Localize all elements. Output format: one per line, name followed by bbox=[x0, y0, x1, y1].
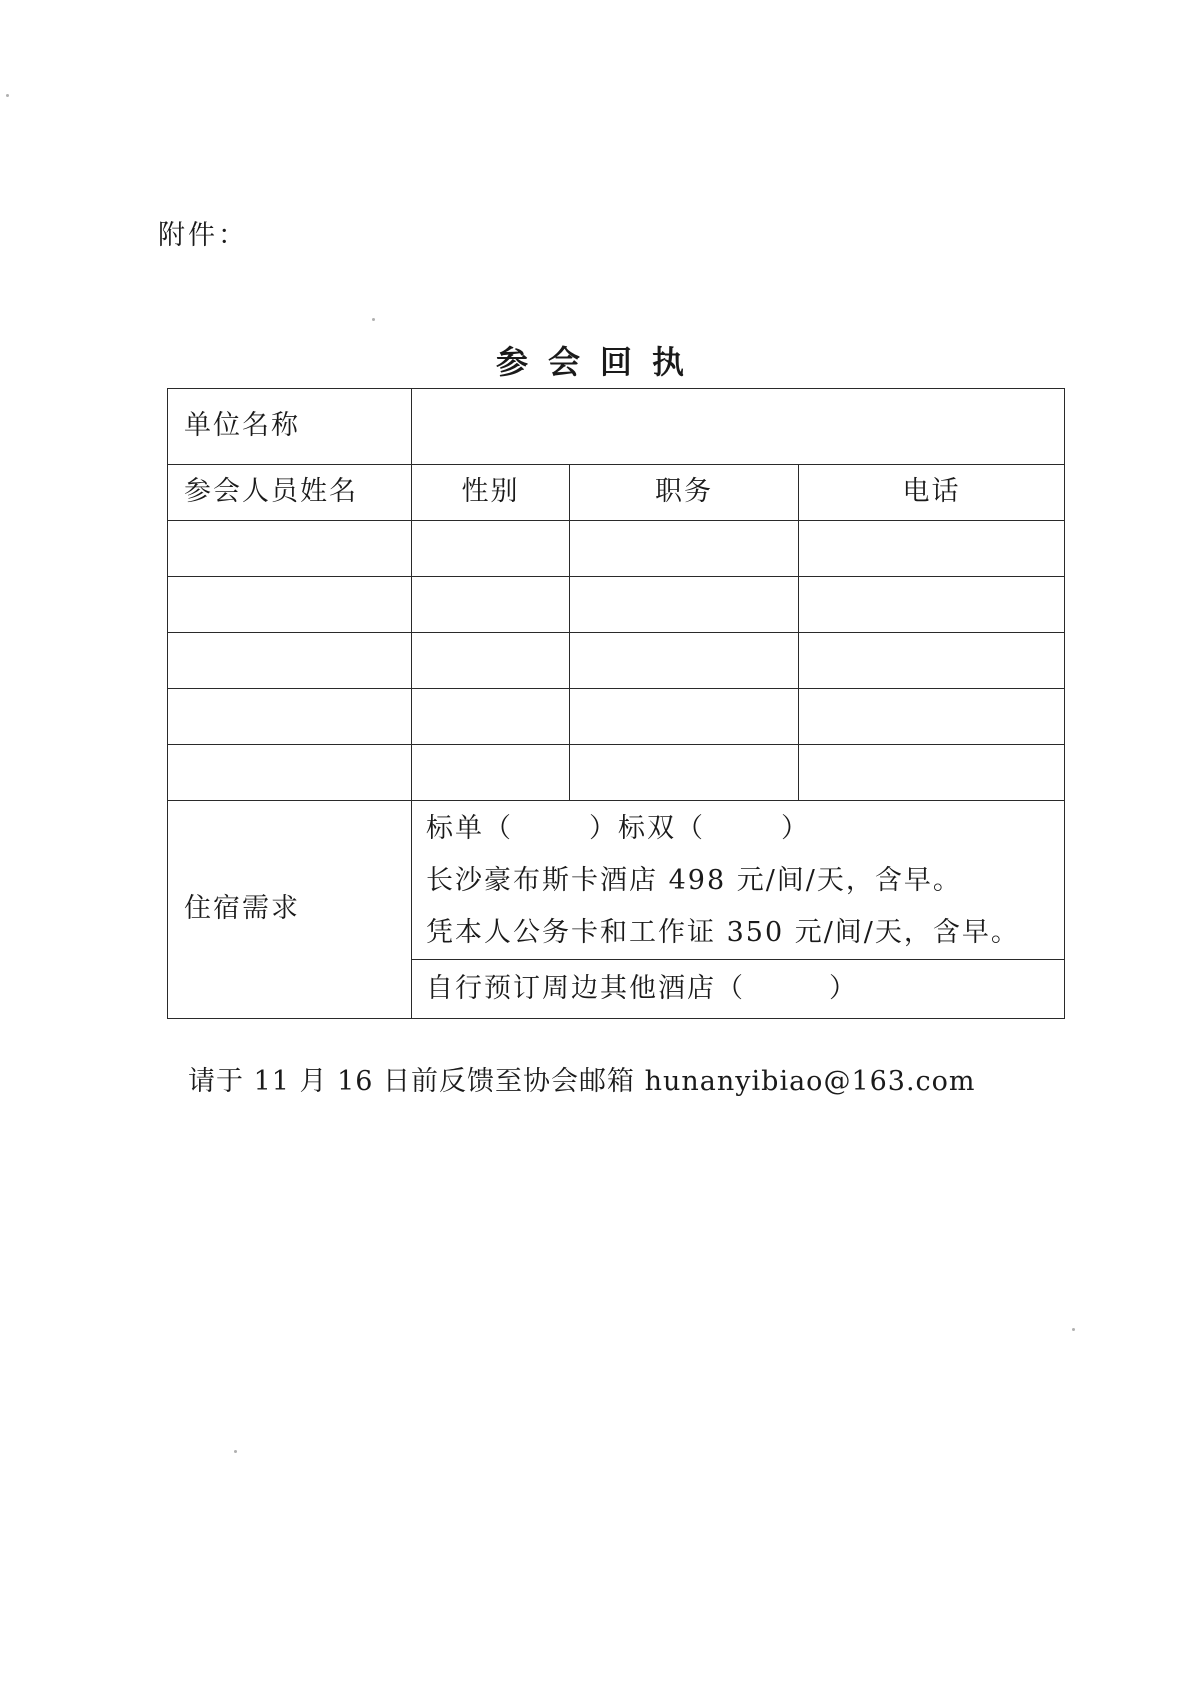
self-booking-label: 自行预订周边其他酒店（ bbox=[426, 972, 745, 1004]
scan-speck bbox=[6, 94, 9, 97]
gender-field[interactable] bbox=[412, 745, 570, 801]
position-field[interactable] bbox=[570, 633, 799, 689]
footer-note: 请于 11 月 16 日前反馈至协会邮箱 hunanyibiao@163.com bbox=[188, 1066, 976, 1097]
header-phone: 电话 bbox=[799, 465, 1065, 521]
attendee-name-field[interactable] bbox=[168, 577, 412, 633]
unit-name-row bbox=[168, 389, 1065, 465]
standard-single-label: 标单（ bbox=[426, 813, 513, 844]
phone-field[interactable] bbox=[799, 689, 1065, 745]
attendee-name-field[interactable] bbox=[168, 633, 412, 689]
scan-speck bbox=[372, 318, 375, 321]
standard-single-close: ） bbox=[589, 813, 618, 844]
attendee-name-field[interactable] bbox=[168, 689, 412, 745]
table-row bbox=[168, 633, 1065, 689]
header-gender: 性别 bbox=[412, 465, 570, 521]
self-booking-close: ） bbox=[829, 972, 858, 1004]
table-row bbox=[168, 689, 1065, 745]
scan-speck bbox=[234, 1450, 237, 1453]
header-row bbox=[168, 465, 1065, 521]
form-title: 参会回执 bbox=[495, 343, 704, 381]
unit-name-label: 单位名称 bbox=[168, 389, 412, 465]
phone-field[interactable] bbox=[799, 745, 1065, 801]
room-type-line bbox=[426, 803, 1064, 855]
header-position: 职务 bbox=[570, 465, 799, 521]
gender-field[interactable] bbox=[412, 521, 570, 577]
table-row bbox=[168, 521, 1065, 577]
gender-field[interactable] bbox=[412, 689, 570, 745]
header-attendee-name: 参会人员姓名 bbox=[168, 465, 412, 521]
gender-field[interactable] bbox=[412, 633, 570, 689]
lodging-label: 住宿需求 bbox=[168, 801, 412, 1019]
table-row bbox=[168, 745, 1065, 801]
phone-field[interactable] bbox=[799, 633, 1065, 689]
lodging-row bbox=[168, 801, 1065, 960]
standard-double-label: 标双（ bbox=[618, 813, 705, 844]
phone-field[interactable] bbox=[799, 521, 1065, 577]
registration-table bbox=[167, 388, 1065, 1019]
scan-speck bbox=[1072, 1328, 1075, 1331]
unit-name-field[interactable] bbox=[412, 389, 1065, 465]
position-field[interactable] bbox=[570, 689, 799, 745]
self-booking-cell bbox=[412, 960, 1065, 1019]
standard-double-close: ） bbox=[781, 813, 810, 844]
official-card-line: 凭本人公务卡和工作证 350 元/间/天，含早。 bbox=[426, 917, 1020, 948]
attachment-label: 附件： bbox=[158, 220, 248, 251]
position-field[interactable] bbox=[570, 577, 799, 633]
position-field[interactable] bbox=[570, 745, 799, 801]
position-field[interactable] bbox=[570, 521, 799, 577]
attendee-name-field[interactable] bbox=[168, 521, 412, 577]
lodging-options bbox=[412, 801, 1065, 960]
table-row bbox=[168, 577, 1065, 633]
hotel-line: 长沙豪布斯卡酒店 498 元/间/天，含早。 bbox=[426, 865, 962, 896]
attendee-name-field[interactable] bbox=[168, 745, 412, 801]
gender-field[interactable] bbox=[412, 577, 570, 633]
phone-field[interactable] bbox=[799, 577, 1065, 633]
